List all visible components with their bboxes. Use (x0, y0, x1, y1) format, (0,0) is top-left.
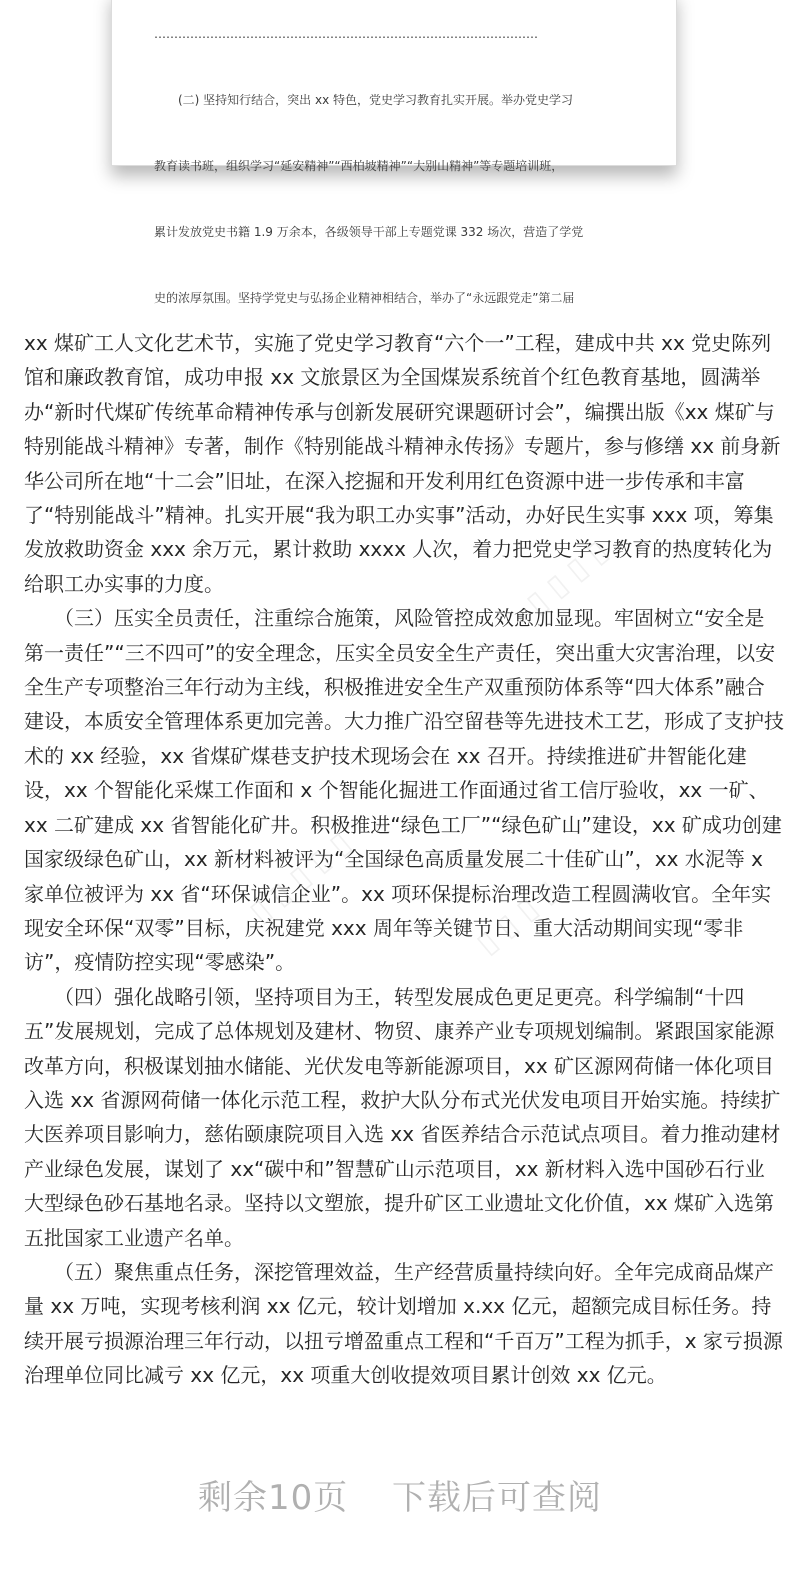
watermark: ▯ ▯ ▯ ▯ ▯ (242, 825, 358, 930)
download-prompt[interactable] (0, 1470, 800, 1519)
body-paragraph: （四）强化战略引领，坚持项目为王，转型发展成色更足更亮。科学编制“十四五”发展规划，完成了总体规划及建材、物贸、康养产业专项规划编制。紧跟国家能源改革方向，积极谋划抽水储能、光伏发电等新能源项目，xx 矿区源网荷储一体化项目入选 xx 省源网荷储一体化示范工程，救护大队分布式光伏发电项目开始实施。持续扩大医养项目影响力，慈佑颐康院项目入选 xx 省医养结合示范试点项目。着力推动建材产业绿色发展，谋划了 xx“碳中和”智慧矿山示范项目，xx 新材料入选中国砂石行业大型绿色砂石基地名录。坚持以文塑旅，提升矿区工业遗址文化价值，xx 煤矿入选第五批国家工业遗产名单。 (24, 984, 781, 1250)
preview-line: 教育读书班，组织学习“延安精神”“西柏坡精神”“大别山精神”等专题培训班， (154, 159, 564, 173)
preview-line: 史的浓厚氛围。坚持学党史与弘扬企业精神相结合，举办了“永远跟党走”第二届 (154, 291, 575, 305)
body-paragraph: （五）聚焦重点任务，深挖管理效益，生产经营质量持续向好。全年完成商品煤产量 xx 万吨，实现考核利润 xx 亿元，较计划增加 x.xx 亿元，超额完成目标任务。持续开展亏损源治理三年行动，以扭亏增盈重点工程和“千百万”工程为抓手，x 家亏损源治理单位同比减亏 xx 亿元，xx 项重大创收提效项目累计创效 xx 亿元。 (24, 1259, 783, 1388)
download-to-view-label[interactable]: 下载后可查阅 (392, 1478, 603, 1518)
document-preview-card (111, 0, 677, 305)
remaining-pages-label: 剩余10页 (197, 1478, 349, 1518)
preview-text (154, 0, 654, 353)
preview-line: (二) 坚持知行结合，突出 xx 特色，党史学习教育扎实开展。举办党史学习 (154, 93, 574, 107)
body-paragraph: xx 煤矿工人文化艺术节，实施了党史学习教育“六个一”工程，建成中共 xx 党史陈列馆和廉政教育馆，成功申报 xx 文旅景区为全国煤炭系统首个红色教育基地，圆满举办“新时代煤矿传统革命精神传承与创新发展研究课题研讨会”，编撰出版《xx 煤矿与特别能战斗精神》专著，制作《特别能战斗精神永传扬》专题片，参与修缮 xx 前身新华公司所在地“十二会”旧址，在深入挖掘和开发利用红色资源中进一步传承和丰富了“特别能战斗”精神。扎实开展“我为职工办实事”活动，办好民生实事 xxx 项，筹集发放救助资金 xxx 余万元，累计救助 xxxx 人次，着力把党史学习教育的热度转化为给职工办实事的力度。 (24, 331, 781, 596)
watermark: ▯ ▯ ▯ ▯ (469, 873, 565, 962)
body-paragraph: （三）压实全员责任，注重综合施策，风险管控成效愈加显现。牢固树立“安全是第一责任”“三不四可”的安全理念，压实全员安全生产责任，突出重大灾害治理，以安全生产专项整治三年行动为主线，积极推进安全生产双重预防体系等“四大体系”融合建设，本质安全管理体系更加完善。大力推广沿空留巷等先进技术工艺，形成了支护技术的 xx 经验，xx 省煤矿煤巷支护技术现场会在 xx 召开。持续推进矿井智能化建设，xx 个智能化采煤工作面和 x 个智能化掘进工作面通过省工信厅验收，xx 一矿、xx 二矿建成 xx 省智能化矿井。积极推进“绿色工厂”“绿色矿山”建设，xx 矿成功创建国家级绿色矿山，xx 新材料被评为“全国绿色高质量发展二十佳矿山”，xx 水泥等 x 家单位被评为 xx 省“环保诚信企业”。xx 项环保提标治理改造工程圆满收官。全年实现安全环保“双零”目标，庆祝建党 xxx 周年等关键节日、重大活动期间实现“零非访”，疫情防控实现“零感染”。 (24, 606, 784, 975)
document-body (24, 326, 784, 1393)
watermark: ▯ ▯ ▯ ▯ (519, 533, 615, 622)
preview-clipped-line: …………………………………………………………………………………… (154, 27, 538, 41)
preview-line: 累计发放党史书籍 1.9 万余本，各级领导干部上专题党课 332 场次，营造了学党 (154, 225, 584, 239)
